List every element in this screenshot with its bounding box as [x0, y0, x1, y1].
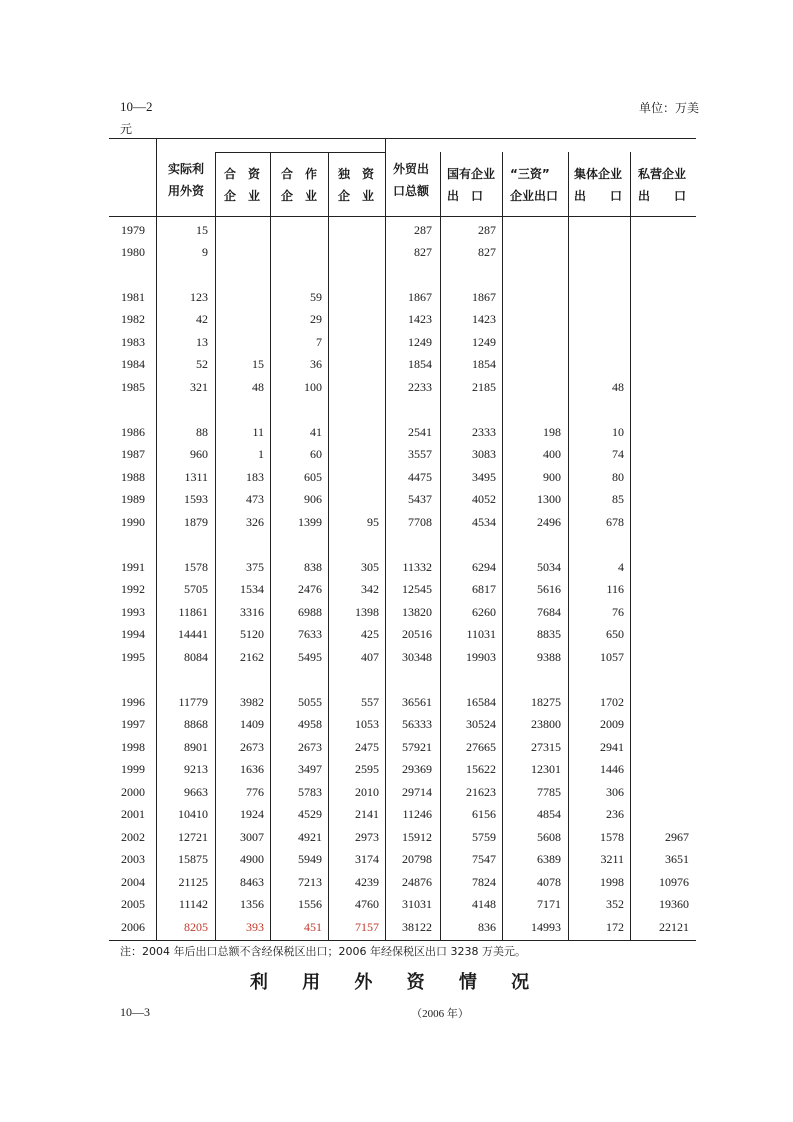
cell-fdi: 123: [190, 290, 208, 304]
cell-fie: 7684: [537, 605, 561, 619]
cell-exports-total: 13820: [402, 605, 432, 619]
cell-exports-total: 4475: [408, 470, 432, 484]
header-fdi: 实际利 用外资: [168, 162, 205, 198]
cell-fdi: 321: [190, 380, 208, 394]
row-year: 1986: [121, 425, 145, 439]
cell-coop: 4958: [298, 717, 322, 731]
cell-fie: 6389: [537, 852, 561, 866]
cell-jv: 48: [252, 380, 264, 394]
table-row: [0, 871, 793, 893]
cell-coop: 4529: [298, 807, 322, 821]
cell-private: 22121: [659, 920, 689, 934]
cell-wfoe: 425: [361, 627, 379, 641]
cell-collective: 306: [606, 785, 624, 799]
cell-exports-total: 11246: [402, 807, 432, 821]
row-year: 1985: [121, 380, 145, 394]
table-row: [0, 488, 793, 510]
cell-soe: 7547: [472, 852, 496, 866]
cell-fie: 27315: [531, 740, 561, 754]
cell-fdi: 1578: [184, 560, 208, 574]
cell-jv: 3316: [240, 605, 264, 619]
row-year: 1988: [121, 470, 145, 484]
table-row: [0, 511, 793, 533]
cell-coop: 7: [316, 335, 322, 349]
cell-fdi: 11779: [178, 695, 208, 709]
cell-coop: 100: [304, 380, 322, 394]
cell-exports-total: 20516: [402, 627, 432, 641]
cell-fdi: 88: [196, 425, 208, 439]
cell-fie: 4078: [537, 875, 561, 889]
cell-fdi: 9663: [184, 785, 208, 799]
cell-fie: 14993: [531, 920, 561, 934]
cell-collective: 74: [612, 447, 624, 461]
cell-coop: 1556: [298, 897, 322, 911]
cell-fdi: 42: [196, 312, 208, 326]
table-row: [0, 646, 793, 668]
cell-jv: 326: [246, 515, 264, 529]
cell-coop: 7633: [298, 627, 322, 641]
row-year: 2005: [121, 897, 145, 911]
cell-exports-total: 57921: [402, 740, 432, 754]
cell-soe: 1854: [472, 357, 496, 371]
cell-soe: 4148: [472, 897, 496, 911]
cell-soe: 6260: [472, 605, 496, 619]
cell-soe: 2185: [472, 380, 496, 394]
cell-exports-total: 1854: [408, 357, 432, 371]
row-year: 1982: [121, 312, 145, 326]
table-row: [0, 376, 793, 398]
cell-wfoe: 3174: [355, 852, 379, 866]
cell-coop: 1399: [298, 515, 322, 529]
row-year: 1979: [121, 223, 145, 237]
row-year: 2000: [121, 785, 145, 799]
cell-collective: 2941: [600, 740, 624, 754]
cell-soe: 15622: [466, 762, 496, 776]
cell-fie: 1300: [537, 492, 561, 506]
cell-fie: 18275: [531, 695, 561, 709]
cell-exports-total: 2541: [408, 425, 432, 439]
header-fie-exports: “三资” 企业出口: [510, 167, 559, 203]
cell-soe: 1249: [472, 335, 496, 349]
cell-coop: 36: [310, 357, 322, 371]
cell-coop: 2476: [298, 582, 322, 596]
table-top-rule: [109, 138, 696, 139]
cell-fdi: 14441: [178, 627, 208, 641]
table-bottom-rule: [109, 940, 696, 941]
cell-coop: 906: [304, 492, 322, 506]
row-year: 2002: [121, 830, 145, 844]
row-year: 1980: [121, 245, 145, 259]
row-year: 2003: [121, 852, 145, 866]
cell-jv: 3007: [240, 830, 264, 844]
cell-exports-total: 38122: [402, 920, 432, 934]
cell-wfoe: 2973: [355, 830, 379, 844]
table-number: 10—2: [120, 99, 153, 114]
cell-fdi: 8205: [184, 920, 208, 934]
table-row: [0, 578, 793, 600]
cell-exports-total: 12545: [402, 582, 432, 596]
cell-jv: 11: [252, 425, 264, 439]
table-row: [0, 848, 793, 870]
cell-private: 10976: [659, 875, 689, 889]
cell-jv: 393: [246, 920, 264, 934]
cell-exports-total: 31031: [402, 897, 432, 911]
cell-soe: 1423: [472, 312, 496, 326]
cell-fdi: 1311: [184, 470, 208, 484]
cell-fie: 9388: [537, 650, 561, 664]
cell-fie: 7171: [537, 897, 561, 911]
row-year: 1991: [121, 560, 145, 574]
cell-coop: 3497: [298, 762, 322, 776]
table-row: [0, 803, 793, 825]
cell-coop: 59: [310, 290, 322, 304]
cell-exports-total: 7708: [408, 515, 432, 529]
row-year: 2004: [121, 875, 145, 889]
cell-private: 3651: [665, 852, 689, 866]
cell-fie: 900: [543, 470, 561, 484]
cell-fdi: 8901: [184, 740, 208, 754]
cell-collective: 1057: [600, 650, 624, 664]
cell-private: 19360: [659, 897, 689, 911]
cell-soe: 6156: [472, 807, 496, 821]
table-number-continued: 元: [120, 122, 133, 136]
cell-wfoe: 342: [361, 582, 379, 596]
cell-exports-total: 29714: [402, 785, 432, 799]
cell-exports-total: 3557: [408, 447, 432, 461]
cell-soe: 5759: [472, 830, 496, 844]
table-row: [0, 308, 793, 330]
cell-fdi: 13: [196, 335, 208, 349]
row-year: 1981: [121, 290, 145, 304]
cell-fdi: 9213: [184, 762, 208, 776]
cell-fie: 8835: [537, 627, 561, 641]
cell-wfoe: 7157: [355, 920, 379, 934]
cell-coop: 5783: [298, 785, 322, 799]
cell-jv: 1534: [240, 582, 264, 596]
cell-fdi: 12721: [178, 830, 208, 844]
cell-soe: 4534: [472, 515, 496, 529]
cell-fie: 7785: [537, 785, 561, 799]
cell-fdi: 10410: [178, 807, 208, 821]
cell-jv: 5120: [240, 627, 264, 641]
cell-jv: 1636: [240, 762, 264, 776]
unit-label: 单位：万美: [638, 101, 699, 115]
cell-soe: 21623: [466, 785, 496, 799]
table-row: [0, 691, 793, 713]
cell-wfoe: 305: [361, 560, 379, 574]
cell-coop: 7213: [298, 875, 322, 889]
cell-jv: 2673: [240, 740, 264, 754]
cell-collective: 10: [612, 425, 624, 439]
cell-soe: 11031: [466, 627, 496, 641]
row-year: 1983: [121, 335, 145, 349]
table-row: [0, 826, 793, 848]
table-row: [0, 736, 793, 758]
cell-soe: 7824: [472, 875, 496, 889]
cell-fie: 400: [543, 447, 561, 461]
table-row: [0, 781, 793, 803]
cell-wfoe: 2010: [355, 785, 379, 799]
cell-collective: 1998: [600, 875, 624, 889]
next-table-number: 10—3: [120, 1005, 150, 1019]
cell-soe: 1867: [472, 290, 496, 304]
cell-jv: 3982: [240, 695, 264, 709]
row-year: 1995: [121, 650, 145, 664]
next-table-year: （2006 年）: [411, 1008, 469, 1020]
cell-coop: 451: [304, 920, 322, 934]
cell-wfoe: 2141: [355, 807, 379, 821]
cell-exports-total: 2233: [408, 380, 432, 394]
cell-soe: 827: [478, 245, 496, 259]
cell-fie: 4854: [537, 807, 561, 821]
next-section-title: 利 用 外 资 情 况: [249, 972, 544, 993]
cell-fie: 5034: [537, 560, 561, 574]
cell-exports-total: 36561: [402, 695, 432, 709]
cell-collective: 650: [606, 627, 624, 641]
row-year: 1999: [121, 762, 145, 776]
row-year: 2006: [121, 920, 145, 934]
header-wholly-foreign: 独 资 企 业: [338, 167, 375, 203]
cell-soe: 2333: [472, 425, 496, 439]
table-row: [0, 893, 793, 915]
table-row: [0, 443, 793, 465]
cell-fdi: 960: [190, 447, 208, 461]
cell-exports-total: 827: [414, 245, 432, 259]
cell-wfoe: 2475: [355, 740, 379, 754]
cell-soe: 3083: [472, 447, 496, 461]
cell-fie: 5616: [537, 582, 561, 596]
cell-coop: 5495: [298, 650, 322, 664]
cell-exports-total: 24876: [402, 875, 432, 889]
cell-wfoe: 407: [361, 650, 379, 664]
cell-jv: 183: [246, 470, 264, 484]
header-total-exports: 外贸出 口总额: [393, 162, 430, 198]
cell-fdi: 52: [196, 357, 208, 371]
cell-collective: 1702: [600, 695, 624, 709]
cell-private: 2967: [665, 830, 689, 844]
cell-coop: 6988: [298, 605, 322, 619]
cell-wfoe: 2595: [355, 762, 379, 776]
cell-collective: 80: [612, 470, 624, 484]
cell-jv: 4900: [240, 852, 264, 866]
cell-collective: 236: [606, 807, 624, 821]
cell-fdi: 9: [202, 245, 208, 259]
cell-exports-total: 1423: [408, 312, 432, 326]
cell-wfoe: 4760: [355, 897, 379, 911]
cell-coop: 605: [304, 470, 322, 484]
table-row: [0, 556, 793, 578]
cell-exports-total: 56333: [402, 717, 432, 731]
table-row: [0, 916, 793, 938]
row-year: 1987: [121, 447, 145, 461]
cell-collective: 352: [606, 897, 624, 911]
cell-collective: 4: [618, 560, 624, 574]
cell-fdi: 1879: [184, 515, 208, 529]
row-year: 1989: [121, 492, 145, 506]
cell-jv: 1356: [240, 897, 264, 911]
cell-exports-total: 30348: [402, 650, 432, 664]
cell-fdi: 5705: [184, 582, 208, 596]
cell-collective: 116: [606, 582, 624, 596]
cell-collective: 1446: [600, 762, 624, 776]
cell-exports-total: 1249: [408, 335, 432, 349]
row-year: 1997: [121, 717, 145, 731]
cell-coop: 60: [310, 447, 322, 461]
cell-soe: 30524: [466, 717, 496, 731]
row-year: 1990: [121, 515, 145, 529]
row-year: 1998: [121, 740, 145, 754]
cell-soe: 27665: [466, 740, 496, 754]
table-row: [0, 331, 793, 353]
header-cooperative: 合 作 企 业: [281, 167, 318, 203]
cell-collective: 76: [612, 605, 624, 619]
subgroup-rule: [216, 152, 385, 153]
row-year: 1993: [121, 605, 145, 619]
header-private-exports: 私营企业 出 口: [638, 167, 687, 203]
cell-fdi: 11861: [178, 605, 208, 619]
cell-exports-total: 287: [414, 223, 432, 237]
cell-jv: 1: [258, 447, 264, 461]
header-bottom-rule: [109, 216, 696, 217]
cell-jv: 776: [246, 785, 264, 799]
cell-fie: 23800: [531, 717, 561, 731]
cell-coop: 41: [310, 425, 322, 439]
row-year: 1994: [121, 627, 145, 641]
table-row: [0, 219, 793, 241]
cell-exports-total: 1867: [408, 290, 432, 304]
cell-wfoe: 95: [367, 515, 379, 529]
row-year: 1984: [121, 357, 145, 371]
cell-soe: 6294: [472, 560, 496, 574]
cell-wfoe: 1398: [355, 605, 379, 619]
header-joint-venture: 合 资 企 业: [224, 167, 261, 203]
table-row: [0, 241, 793, 263]
cell-collective: 48: [612, 380, 624, 394]
table-row: [0, 601, 793, 623]
cell-jv: 1924: [240, 807, 264, 821]
cell-soe: 16584: [466, 695, 496, 709]
cell-fdi: 15: [196, 223, 208, 237]
cell-coop: 5949: [298, 852, 322, 866]
cell-coop: 29: [310, 312, 322, 326]
cell-coop: 838: [304, 560, 322, 574]
cell-coop: 2673: [298, 740, 322, 754]
cell-exports-total: 15912: [402, 830, 432, 844]
row-year: 2001: [121, 807, 145, 821]
cell-fdi: 8084: [184, 650, 208, 664]
cell-wfoe: 1053: [355, 717, 379, 731]
cell-soe: 19903: [466, 650, 496, 664]
table-row: [0, 623, 793, 645]
cell-wfoe: 4239: [355, 875, 379, 889]
cell-coop: 4921: [298, 830, 322, 844]
header-collective-exports: 集体企业 出 口: [574, 167, 623, 203]
cell-fdi: 1593: [184, 492, 208, 506]
cell-jv: 1409: [240, 717, 264, 731]
table-note: 注：2004 年后出口总额不含经保税区出口；2006 年经保税区出口 3238 万美元。: [120, 945, 526, 958]
cell-wfoe: 557: [361, 695, 379, 709]
cell-jv: 375: [246, 560, 264, 574]
cell-fie: 198: [543, 425, 561, 439]
cell-soe: 4052: [472, 492, 496, 506]
cell-exports-total: 11332: [402, 560, 432, 574]
cell-jv: 473: [246, 492, 264, 506]
row-year: 1996: [121, 695, 145, 709]
cell-soe: 6817: [472, 582, 496, 596]
cell-fie: 2496: [537, 515, 561, 529]
cell-exports-total: 20798: [402, 852, 432, 866]
table-row: [0, 466, 793, 488]
cell-fie: 5608: [537, 830, 561, 844]
cell-jv: 15: [252, 357, 264, 371]
cell-jv: 8463: [240, 875, 264, 889]
cell-collective: 2009: [600, 717, 624, 731]
cell-collective: 3211: [600, 852, 624, 866]
cell-soe: 3495: [472, 470, 496, 484]
cell-fdi: 11142: [178, 897, 208, 911]
table-row: [0, 421, 793, 443]
cell-collective: 85: [612, 492, 624, 506]
cell-collective: 1578: [600, 830, 624, 844]
cell-collective: 678: [606, 515, 624, 529]
cell-soe: 287: [478, 223, 496, 237]
header-soe-exports: 国有企业 出 口: [447, 167, 496, 203]
cell-exports-total: 29369: [402, 762, 432, 776]
table-row: [0, 758, 793, 780]
cell-fdi: 8868: [184, 717, 208, 731]
table-row: [0, 353, 793, 375]
table-row: [0, 286, 793, 308]
cell-exports-total: 5437: [408, 492, 432, 506]
cell-fdi: 15875: [178, 852, 208, 866]
cell-fie: 12301: [531, 762, 561, 776]
cell-soe: 836: [478, 920, 496, 934]
cell-jv: 2162: [240, 650, 264, 664]
cell-coop: 5055: [298, 695, 322, 709]
table-row: [0, 713, 793, 735]
cell-fdi: 21125: [178, 875, 208, 889]
row-year: 1992: [121, 582, 145, 596]
cell-collective: 172: [606, 920, 624, 934]
